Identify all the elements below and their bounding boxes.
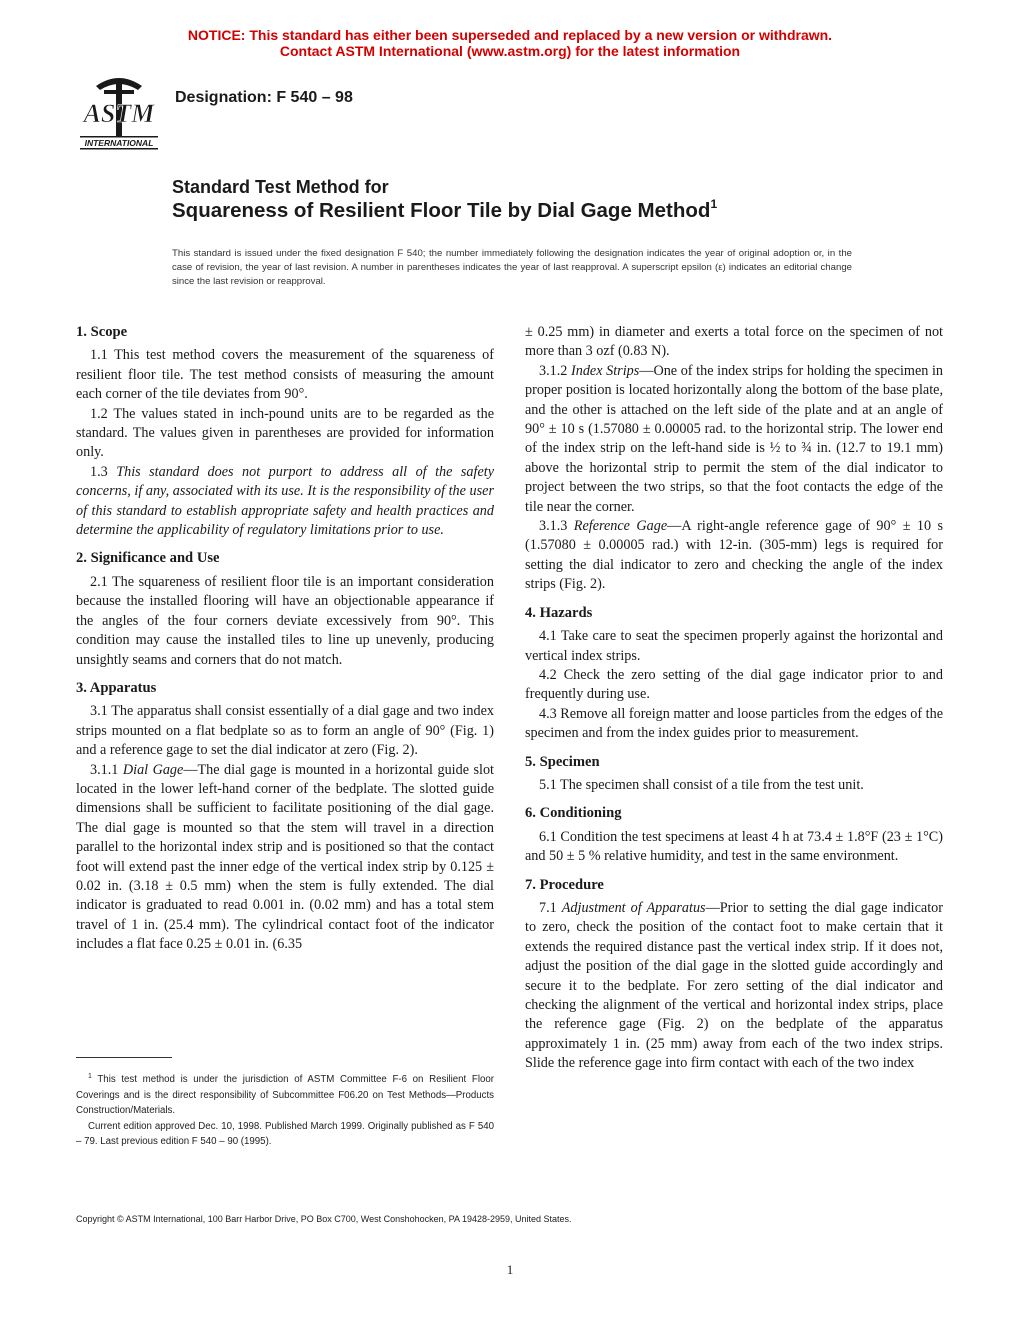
footnote-divider — [76, 1057, 172, 1058]
paragraph-text: —One of the index strips for holding the specimen in proper position is located horizontally along the bottom of the base plate, and the other is attached on the left side of the plate and at an angle of 90° ± 10 s (1.57080 ± 0.00005 rad. to the horizontal strip. The lower end of the index strip on the left-hand side is ½ to ¾ in. (12.7 to 19.1 mm) above the horizontal strip to permit the stem of the dial indicator to project between the two strips, so that the foot contacts the edge of the tile near the corner. — [525, 362, 943, 515]
paragraph-3-1-1 — [76, 761, 494, 955]
paragraph-2-1: 2.1 The squareness of resilient floor tile is an important consideration because the installed flooring will have an objectionable appearance if the angles of the four corners deviate excessively from 90°. This condition may cause the installed tiles to line up unevenly, producing unsightly seams and corners that do not match. — [76, 573, 494, 668]
paragraph-number: 3.1.2 — [539, 362, 568, 379]
paragraph-3-1-1-continued: ± 0.25 mm) in diameter and exerts a total force on the specimen of not more than 3 ozf (0.83 N). — [525, 324, 943, 360]
term-index-strips: Index Strips — [571, 362, 640, 379]
paragraph-1-1: 1.1 This test method covers the measurement of the squareness of resilient floor tile. The test method consists of measuring the amount each corner of the tile deviates from 90°. — [76, 347, 494, 403]
notice-line-1: NOTICE: This standard has either been superseded and replaced by a new version or withdrawn. — [187, 27, 833, 43]
notice-line-2: Contact ASTM International (www.astm.org) for the latest information — [279, 43, 741, 59]
document-title — [172, 176, 717, 224]
section-heading-conditioning: 6. Conditioning — [525, 805, 622, 822]
logo-letters: ASTM — [83, 99, 155, 128]
paragraph-number: 3.1.3 — [539, 518, 568, 535]
paragraph-number: 3.1.1 — [90, 761, 119, 778]
section-heading-scope: 1. Scope — [76, 324, 128, 340]
issuance-note: This standard is issued under the fixed designation F 540; the number immediately following the designation indicates the year of original adoption or, in the case of revision, the year of last revision. A number in parentheses indicates the year of last reapproval. A superscript epsilon (ε) indicates an editorial change since the last revision or reapproval. — [172, 248, 852, 287]
title-footnote-mark: 1 — [710, 197, 718, 211]
safety-statement: This standard does not purport to address all of the safety concerns, if any, associated with its use. It is the responsibility of the user of this standard to establish appropriate safety and health practices and determine the applicability of regulatory limitations prior to use. — [76, 463, 494, 539]
title-line-1: Standard Test Method for — [172, 177, 389, 197]
footnote-edition: Current edition approved Dec. 10, 1998. Published March 1999. Originally published as F 540 – 79. Last previous edition F 540 – 90 (1995). — [76, 1120, 494, 1147]
withdrawal-notice — [0, 27, 1020, 59]
footnote — [76, 1072, 494, 1150]
paragraph-1-3 — [76, 463, 494, 541]
page-number: 1 — [506, 1262, 514, 1277]
paragraph-text: —The dial gage is mounted in a horizontal guide slot located in the lower left-hand corner of the bedplate. The slotted guide dimensions shall be sufficient to facilitate positioning of the dial gage. The dial gage is mounted so that the stem will travel in a direction parallel to the horizontal index strip and is positioned so that the contact foot will extend past the inner edge of the vertical index strip by 0.125 ± 0.02 in. (3.18 ± 0.5 mm) when the stem is fully extended. The dial indicator is graduated to read 0.001 in. (0.02 mm) and has a total stem travel of 1 in. (25.4 mm). The cylindrical contact foot of the indicator includes a flat face 0.25 ± 0.01 in. (6.35 — [76, 761, 494, 953]
paragraph-number: 7.1 — [539, 899, 557, 916]
term-reference-gage: Reference Gage — [573, 518, 668, 535]
astm-logo — [76, 76, 162, 152]
section-heading-apparatus: 3. Apparatus — [76, 679, 157, 696]
paragraph-5-1: 5.1 The specimen shall consist of a tile from the test unit. — [539, 776, 864, 793]
paragraph-4-2: 4.2 Check the zero setting of the dial gage indicator prior to and frequently during use. — [525, 666, 943, 703]
paragraph-3-1-2 — [525, 362, 943, 517]
section-heading-hazards: 4. Hazards — [525, 604, 593, 621]
section-heading-procedure: 7. Procedure — [525, 876, 604, 893]
section-heading-specimen: 5. Specimen — [525, 753, 600, 770]
title-text: Squareness of Resilient Floor Tile by Dial Gage Method — [172, 199, 711, 222]
copyright-line: Copyright © ASTM International, 100 Barr Harbor Drive, PO Box C700, West Conshohocken, PA 19428-2959, United States. — [76, 1214, 572, 1224]
term-adjustment-of-apparatus: Adjustment of Apparatus — [561, 899, 706, 916]
paragraph-4-3: 4.3 Remove all foreign matter and loose particles from the edges of the specimen and from the index guides prior to measurement. — [525, 705, 943, 742]
left-column — [76, 323, 494, 955]
paragraph-4-1: 4.1 Take care to seat the specimen properly against the horizontal and vertical index strips. — [525, 628, 943, 664]
term-dial-gage: Dial Gage — [122, 761, 184, 778]
paragraph-text: —Prior to setting the dial gage indicator to zero, check the position of the contact foot to make certain that it extends the required distance past the vertical index strip. If it does not, adjust the position of the dial gage in the slotted guide accordingly and secure it to the bedplate. For zero setting of the dial indicator and checking the alignment of the vertical and horizontal index strips, place the reference gage (Fig. 2) on the bedplate of the apparatus approximately 1 in. (25 mm) away from each of the two index strips. Slide the reference gage into firm contact with each of the two index — [525, 899, 943, 1072]
footnote-mark: 1 — [88, 1072, 92, 1080]
section-heading-significance: 2. Significance and Use — [76, 550, 220, 567]
paragraph-1-2: 1.2 The values stated in inch-pound units are to be regarded as the standard. The values given in parentheses are provided for information only. — [76, 405, 494, 461]
footnote-text: This test method is under the jurisdiction of ASTM Committee F-6 on Resilient Floor Coverings and is the direct responsibility of Subcommittee F06.20 on Test Methods—Products Construction/Materials. — [76, 1074, 494, 1116]
paragraph-6-1: 6.1 Condition the test specimens at least 4 h at 73.4 ± 1.8°F (23 ± 1°C) and 50 ± 5 % relative humidity, and test in the same environment. — [525, 828, 943, 865]
logo-international: INTERNATIONAL — [84, 138, 154, 148]
footnote-1 — [76, 1072, 494, 1119]
right-column — [525, 323, 943, 1074]
designation: Designation: F 540 – 98 — [175, 89, 353, 106]
paragraph-7-1 — [525, 899, 943, 1074]
paragraph-3-1: 3.1 The apparatus shall consist essentially of a dial gage and two index strips mounted on a flat bedplate so as to form an angle of 90° (Fig. 1) and a reference gage to set the dial indicator at zero (Fig. 2). — [76, 703, 494, 759]
title-line-2 — [172, 198, 717, 224]
paragraph-3-1-3 — [525, 517, 943, 595]
paragraph-text: —A right-angle reference gage of 90° ± 10 s (1.57080 ± 0.00005 rad.) with 12-in. (305-mm) legs is required for setting the dial indicator to zero and checking the angle of the index strips (Fig. 2). — [525, 518, 944, 593]
paragraph-number: 1.3 — [90, 463, 108, 480]
